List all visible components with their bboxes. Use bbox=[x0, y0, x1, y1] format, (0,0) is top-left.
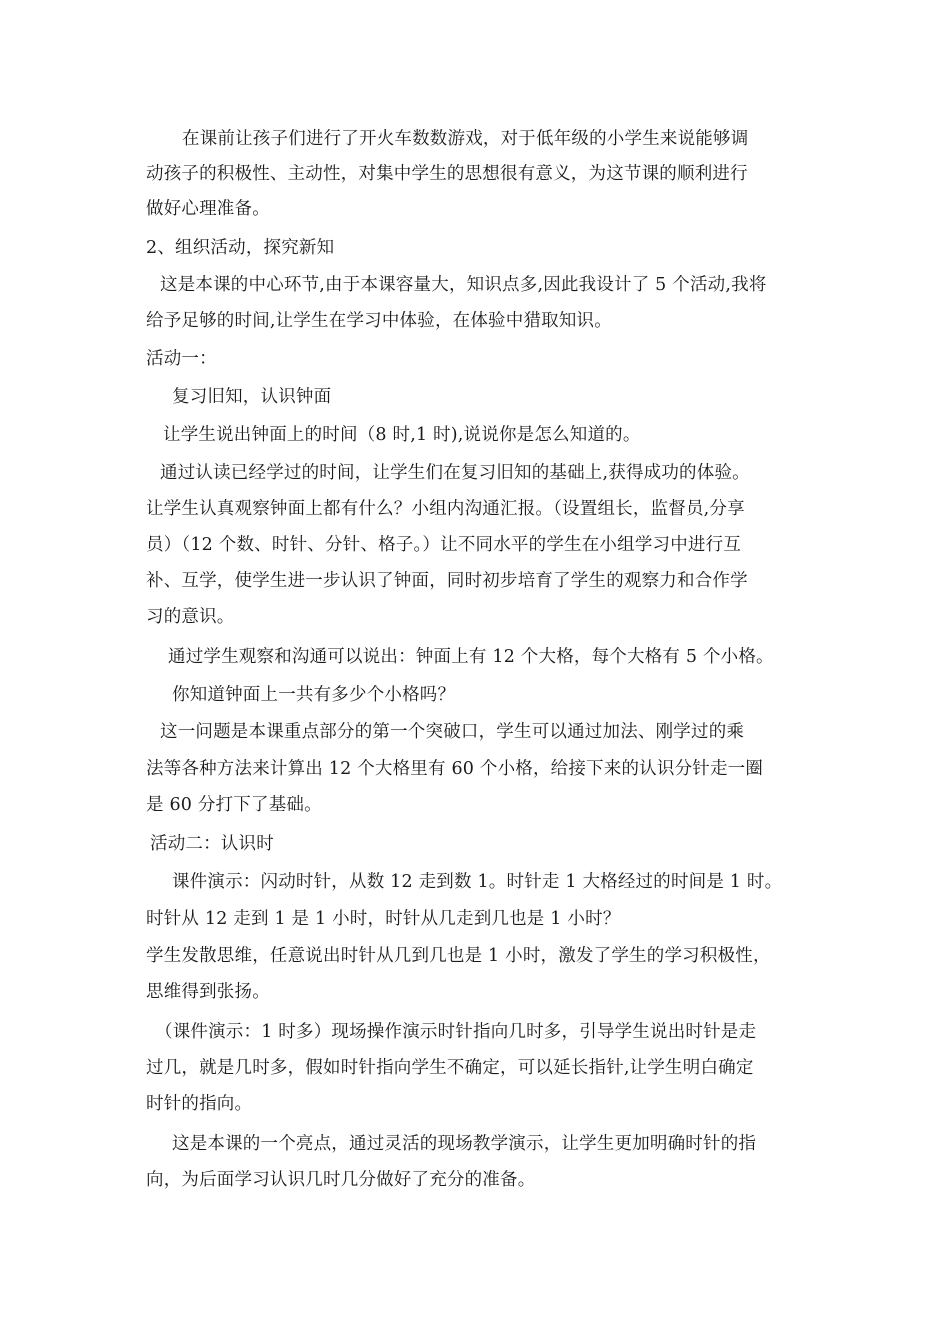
section-heading: 2、组织活动，探究新知 bbox=[146, 238, 335, 258]
paragraph-line: 过几，就是几时多，假如时针指向学生不确定，可以延长指针,让学生明白确定 bbox=[146, 1058, 754, 1078]
paragraph-line: 这是本课的一个亮点，通过灵活的现场教学演示，让学生更加明确时针的指 bbox=[172, 1134, 757, 1154]
paragraph-line: 向，为后面学习认识几时几分做好了充分的准备。 bbox=[146, 1170, 536, 1190]
paragraph-line: 法等各种方法来计算出 12 个大格里有 60 个小格，给接下来的认识分针走一圈 bbox=[146, 759, 764, 779]
paragraph-line: 课件演示：闪动时针，从数 12 走到数 1。时针走 1 大格经过的时间是 1 时。 bbox=[172, 872, 783, 892]
paragraph-line: 这一问题是本课重点部分的第一个突破口，学生可以通过加法、刚学过的乘 bbox=[160, 722, 745, 742]
paragraph-line: 让学生认真观察钟面上都有什么？小组内沟通汇报。（设置组长，监督员,分享 bbox=[146, 499, 745, 519]
paragraph-line: 在课前让孩子们进行了开火车数数游戏，对于低年级的小学生来说能够调 bbox=[182, 129, 749, 149]
paragraph-line: 时针的指向。 bbox=[146, 1094, 253, 1114]
paragraph-line: 通过学生观察和沟通可以说出：钟面上有 12 个大格，每个大格有 5 个小格。 bbox=[168, 647, 774, 667]
paragraph-line: 通过认读已经学过的时间，让学生们在复习旧知的基础上,获得成功的体验。 bbox=[160, 463, 750, 483]
paragraph-line: 时针从 12 走到 1 是 1 小时，时针从几走到几也是 1 小时？ bbox=[146, 909, 621, 929]
paragraph-line: 习的意识。 bbox=[146, 607, 235, 627]
paragraph-line: （课件演示：1 时多）现场操作演示时针指向几时多，引导学生说出时针是走 bbox=[155, 1022, 757, 1042]
activity-heading: 活动一： bbox=[146, 349, 217, 369]
paragraph-line: 思维得到张扬。 bbox=[146, 982, 270, 1002]
paragraph-line: 给予足够的时间,让学生在学习中体验，在体验中猎取知识。 bbox=[146, 311, 612, 331]
paragraph-line: 是 60 分打下了基础。 bbox=[146, 795, 322, 815]
paragraph-line: 这是本课的中心环节,由于本课容量大，知识点多,因此我设计了 5 个活动,我将 bbox=[160, 275, 767, 295]
paragraph-line: 学生发散思维，任意说出时针从几到几也是 1 小时，激发了学生的学习积极性， bbox=[146, 946, 771, 966]
paragraph-line: 你知道钟面上一共有多少个小格吗？ bbox=[172, 685, 456, 705]
activity-heading: 活动二：认识时 bbox=[150, 834, 274, 854]
activity-subtitle: 复习旧知，认识钟面 bbox=[172, 387, 332, 407]
paragraph-line: 让学生说出钟面上的时间（8 时,1 时),说说你是怎么知道的。 bbox=[163, 425, 641, 445]
paragraph-line: 做好心理准备。 bbox=[146, 199, 270, 219]
paragraph-line: 员）（12 个数、时针、分针、格子。）让不同水平的学生在小组学习中进行互 bbox=[146, 535, 742, 555]
paragraph-line: 动孩子的积极性、主动性，对集中学生的思想很有意义，为这节课的顺利进行 bbox=[146, 164, 748, 184]
paragraph-line: 补、互学，使学生进一步认识了钟面，同时初步培育了学生的观察力和合作学 bbox=[146, 571, 748, 591]
